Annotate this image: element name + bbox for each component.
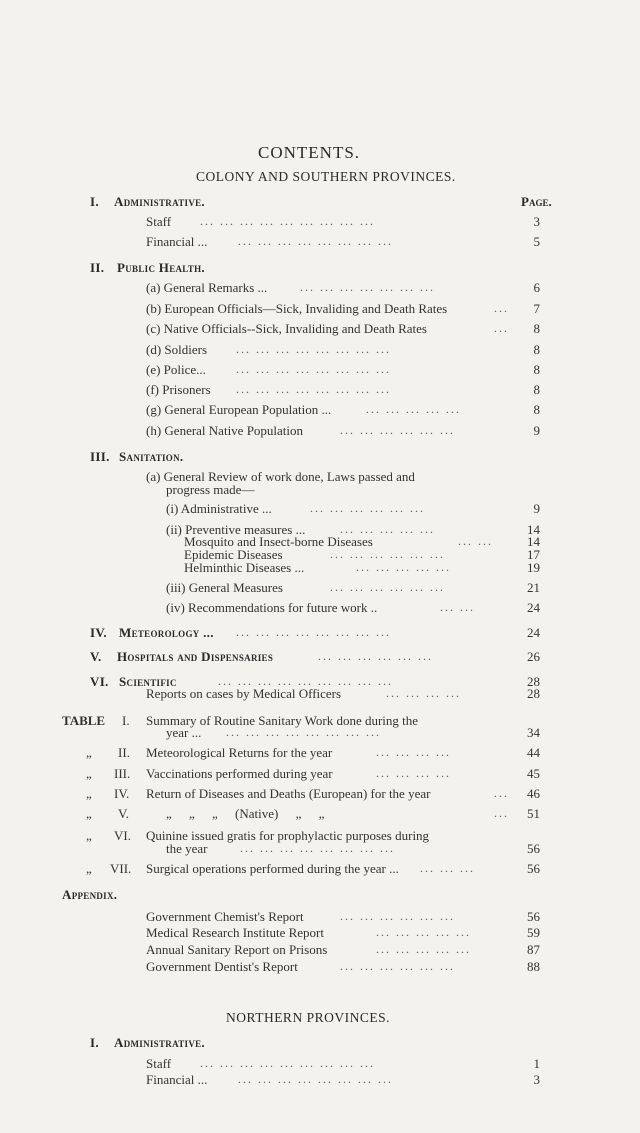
table-2-number: II. <box>118 745 130 761</box>
leader-dots: ... <box>494 321 509 336</box>
northern-heading: NORTHERN PROVINCES. <box>226 1010 390 1025</box>
appendix-item-dentist: Government Dentist's Report <box>146 959 298 975</box>
leader-dots: ... ... ... ... ... ... <box>340 908 455 923</box>
northern-item-staff: Staff <box>146 1056 172 1071</box>
section-3-number: III. <box>90 448 110 464</box>
table-3-number: III. <box>114 765 131 781</box>
leader-dots: ... ... ... ... ... <box>356 559 451 574</box>
s2-item-b: (b) European Officials—Sick, Invaliding and Death Rates <box>146 301 448 316</box>
appendix-item-research: Medical Research Institute Report <box>146 925 324 941</box>
leader-dots: ... ... ... ... ... ... <box>318 649 433 664</box>
section-1-label: Administrative. <box>114 193 205 209</box>
page-column-heading: Page. <box>521 193 552 209</box>
leader-dots: ... ... ... ... ... ... ... ... ... <box>218 673 393 688</box>
table-3-page: 45 <box>527 765 540 781</box>
leader-dots: ... <box>494 806 509 821</box>
leader-dots: ... ... ... ... ... ... <box>340 959 455 974</box>
table-6-line-2: the year <box>166 840 208 856</box>
section-5-label: Hospitals and Dispensaries <box>117 649 274 665</box>
section-2-label: Public Health. <box>117 260 205 276</box>
s2-item-g-page: 8 <box>533 402 540 418</box>
table-7-number: VII. <box>110 861 132 877</box>
s3-item-i-page: 9 <box>533 501 540 517</box>
s2-item-a-page: 6 <box>533 279 540 295</box>
leader-dots: ... ... ... ... <box>386 686 461 701</box>
appendix-item-research-page: 59 <box>527 925 540 941</box>
ditto-mark: „ <box>86 745 92 761</box>
s1-item-financial: Financial ... <box>146 234 208 250</box>
section-5-number: V. <box>90 649 102 665</box>
leader-dots: ... ... ... ... <box>376 745 451 760</box>
leader-dots: ... ... ... ... ... <box>340 521 435 536</box>
section-4-label: Meteorology ... <box>119 625 214 641</box>
s3-item-ii-page: 14 <box>527 521 540 537</box>
appendix-label: Appendix. <box>62 886 118 902</box>
ditto-mark: „ <box>86 861 92 877</box>
table-1-line-2: year ... <box>166 725 202 741</box>
table-5-number: V. <box>118 806 129 822</box>
s2-item-g: (g) General European Population ... <box>146 402 332 418</box>
table-1-line-1: Summary of Routine Sanitary Work done during the <box>146 712 419 728</box>
leader-dots: ... ... ... ... ... ... ... ... <box>236 341 391 356</box>
northern-item-financial-page: 3 <box>533 1072 540 1087</box>
leader-dots: ... ... ... ... ... ... ... ... <box>238 1072 393 1086</box>
leader-dots: ... ... ... ... ... ... ... <box>300 279 435 294</box>
table-label: TABLE <box>62 712 106 728</box>
s1-item-staff: Staff <box>146 213 172 229</box>
s3-item-ii: (ii) Preventive measures ... <box>166 521 306 537</box>
table-6-line-1: Quinine issued gratis for prophylactic purposes during <box>146 828 430 844</box>
appendix-item-chemist: Government Chemist's Report <box>146 908 304 924</box>
leader-dots: ... ... ... ... ... ... ... ... <box>236 625 391 640</box>
s3-item-iii: (iii) General Measures <box>166 579 283 595</box>
page-subtitle: COLONY AND SOUTHERN PROVINCES. <box>196 169 456 185</box>
s3-item-epidemic: Epidemic Diseases <box>184 546 283 562</box>
leader-dots: ... ... ... ... ... <box>366 402 461 417</box>
s2-item-h: (h) General Native Population <box>146 422 304 438</box>
table-6-page: 56 <box>527 840 540 856</box>
page-title: CONTENTS. <box>258 143 361 162</box>
leader-dots: ... ... ... ... ... <box>376 942 471 957</box>
s3-intro-line-1: (a) General Review of work done, Laws passed and <box>146 469 415 485</box>
table-7-page: 56 <box>527 861 540 877</box>
s1-item-financial-page: 5 <box>533 234 540 250</box>
s2-item-b-page: 7 <box>533 301 540 316</box>
table-2-page: 44 <box>527 745 540 761</box>
section-4-number: IV. <box>90 625 107 641</box>
leader-dots: ... ... ... <box>420 861 475 876</box>
leader-dots: ... ... <box>440 600 475 615</box>
ditto-mark: „ <box>86 828 92 844</box>
section-3-label: Sanitation. <box>119 448 184 464</box>
s3-item-iv-page: 24 <box>527 600 540 616</box>
s2-item-c: (c) Native Officials--Sick, Invaliding and Death Rates <box>146 321 427 337</box>
leader-dots: ... ... ... ... ... ... <box>340 422 455 437</box>
s3-item-mosquito: Mosquito and Insect-borne Diseases <box>184 534 373 550</box>
s2-item-h-page: 9 <box>533 422 540 438</box>
leader-dots: ... ... ... ... <box>376 765 451 780</box>
section-6-page: 28 <box>527 673 540 689</box>
s2-item-d-page: 8 <box>533 341 540 357</box>
s3-item-helminthic-page: 19 <box>527 559 540 575</box>
leader-dots: ... ... ... ... ... ... <box>310 501 425 516</box>
section-4-page: 24 <box>527 625 540 641</box>
table-5-line-1: „ „ „ (Native) „ „ <box>166 806 325 822</box>
table-4-number: IV. <box>114 786 130 802</box>
leader-dots: ... ... ... ... ... ... ... ... ... <box>200 1056 375 1070</box>
table-3-line-1: Vaccinations performed during year <box>146 765 333 781</box>
leader-dots: ... <box>494 786 509 801</box>
s2-item-e-page: 8 <box>533 361 540 377</box>
appendix-item-prisons: Annual Sanitary Report on Prisons <box>146 942 328 958</box>
s6-sub-reports-page: 28 <box>527 686 540 702</box>
s2-item-e: (e) Police... <box>146 361 206 377</box>
s3-item-epidemic-page: 17 <box>527 546 540 562</box>
s2-item-f: (f) Prisoners <box>146 382 211 398</box>
section-1-number: I. <box>90 193 99 209</box>
leader-dots: ... ... ... ... ... ... ... ... <box>238 234 393 249</box>
appendix-item-chemist-page: 56 <box>527 908 540 924</box>
ditto-mark: „ <box>86 786 92 802</box>
northern-section-1-label: Administrative. <box>114 1035 205 1050</box>
leader-dots: ... ... ... ... ... ... ... ... <box>236 361 391 376</box>
leader-dots: ... ... ... ... ... ... ... ... <box>240 840 395 855</box>
northern-item-financial: Financial ... <box>146 1072 208 1087</box>
s3-item-helminthic: Helminthic Diseases ... <box>184 559 305 575</box>
leader-dots: ... ... ... ... ... ... <box>330 579 445 594</box>
section-5-page: 26 <box>527 649 540 665</box>
table-4-page: 46 <box>527 786 540 802</box>
leader-dots: ... ... ... ... ... ... ... ... <box>236 382 391 397</box>
leader-dots: ... ... <box>458 534 493 549</box>
table-1-page: 34 <box>527 725 540 741</box>
table-7-line-1: Surgical operations performed during the year ... <box>146 861 399 877</box>
leader-dots: ... <box>494 301 509 315</box>
section-6-number: VI. <box>90 673 109 689</box>
leader-dots: ... ... ... ... ... ... ... ... ... <box>200 213 375 228</box>
s3-item-mosquito-page: 14 <box>527 534 540 550</box>
ditto-mark: „ <box>86 806 92 822</box>
section-6-label: Scientific <box>119 673 177 689</box>
appendix-item-prisons-page: 87 <box>527 942 540 958</box>
leader-dots: ... ... ... ... ... <box>376 925 471 940</box>
s2-item-d: (d) Soldiers <box>146 341 208 357</box>
appendix-item-dentist-page: 88 <box>527 959 540 975</box>
s3-item-iv: (iv) Recommendations for future work .. <box>166 600 378 616</box>
s3-intro-line-2: progress made— <box>166 481 255 497</box>
leader-dots: ... ... ... ... ... ... ... ... <box>226 725 381 740</box>
s6-sub-reports: Reports on cases by Medical Officers <box>146 686 342 702</box>
s2-item-a: (a) General Remarks ... <box>146 279 268 295</box>
table-1-number: I. <box>122 712 130 728</box>
northern-section-1-number: I. <box>90 1035 99 1050</box>
table-5-page: 51 <box>527 806 540 822</box>
northern-item-staff-page: 1 <box>533 1056 540 1071</box>
s2-item-f-page: 8 <box>533 382 540 398</box>
table-6-number: VI. <box>114 828 131 844</box>
s1-item-staff-page: 3 <box>533 213 540 229</box>
table-2-line-1: Meteorological Returns for the year <box>146 745 333 761</box>
leader-dots: ... ... ... ... ... ... <box>330 546 445 561</box>
s3-item-i: (i) Administrative ... <box>166 501 272 517</box>
section-2-number: II. <box>90 260 105 276</box>
table-4-line-1: Return of Diseases and Deaths (European) for the year <box>146 786 431 802</box>
s2-item-c-page: 8 <box>533 321 540 337</box>
s3-item-iii-page: 21 <box>527 579 540 595</box>
ditto-mark: „ <box>86 765 92 781</box>
